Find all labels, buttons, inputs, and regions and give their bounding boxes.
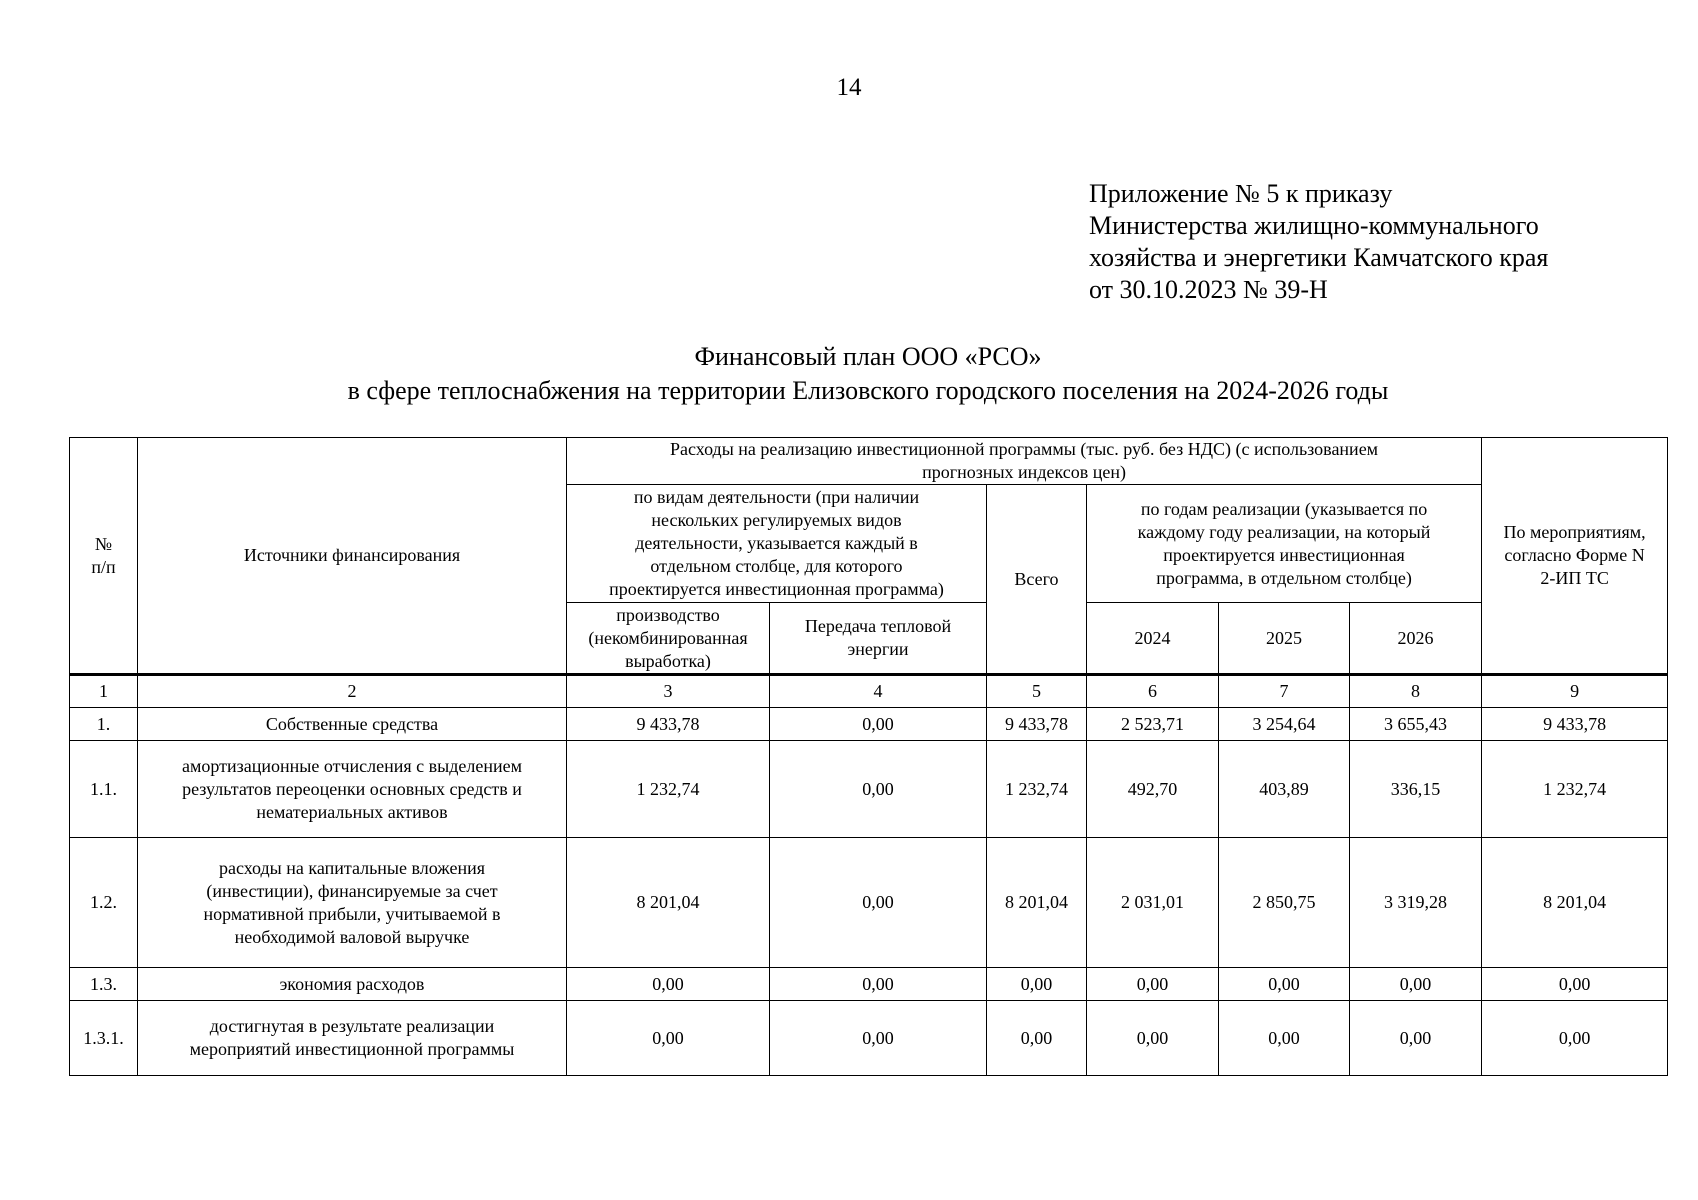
table-row — [70, 1001, 1668, 1076]
row-num: 1.3. — [70, 968, 138, 1001]
row-source: достигнутая в результате реализации мероприятий инвестиционной программы — [138, 1001, 567, 1076]
row-2024: 492,70 — [1087, 741, 1219, 838]
column-number-row — [70, 675, 1668, 708]
row-2025: 0,00 — [1219, 968, 1350, 1001]
row-production: 8 201,04 — [567, 838, 770, 968]
row-2025: 3 254,64 — [1219, 708, 1350, 741]
column-number: 1 — [70, 675, 138, 708]
header-sources: Источники финансирования — [138, 438, 567, 675]
column-number: 3 — [567, 675, 770, 708]
row-num: 1.2. — [70, 838, 138, 968]
row-production: 1 232,74 — [567, 741, 770, 838]
header-production: производство (некомбинированная выработка) — [567, 603, 770, 675]
header-num: № п/п — [70, 438, 138, 675]
row-production: 0,00 — [567, 968, 770, 1001]
column-number: 7 — [1219, 675, 1350, 708]
row-total: 8 201,04 — [987, 838, 1087, 968]
financial-plan-table — [69, 437, 1668, 1076]
appendix-line: хозяйства и энергетики Камчатского края — [1089, 243, 1549, 272]
appendix-line: Приложение № 5 к приказу — [1089, 179, 1393, 208]
row-production: 0,00 — [567, 1001, 770, 1076]
row-source: амортизационные отчисления с выделением результатов переоценки основных средств и нематериальных активов — [138, 741, 567, 838]
row-source: расходы на капитальные вложения (инвестиции), финансируемые за счет нормативной прибыли, учитываемой в необходимой валовой выручке — [138, 838, 567, 968]
table-row — [70, 741, 1668, 838]
row-2025: 2 850,75 — [1219, 838, 1350, 968]
row-2026: 0,00 — [1350, 1001, 1482, 1076]
table-row — [70, 968, 1668, 1001]
column-number: 4 — [770, 675, 987, 708]
row-total: 9 433,78 — [987, 708, 1087, 741]
row-by-measures: 9 433,78 — [1482, 708, 1668, 741]
page-number: 14 — [836, 74, 862, 101]
row-source: Собственные средства — [138, 708, 567, 741]
row-by-measures: 0,00 — [1482, 968, 1668, 1001]
header-by-measures: По мероприятиям, согласно Форме N 2-ИП ТС — [1482, 438, 1668, 675]
column-number: 8 — [1350, 675, 1482, 708]
header-by-years: по годам реализации (указывается по каждому году реализации, на который проектируется инвестиционная программа, в отдельном столбце) — [1087, 485, 1482, 603]
row-transfer: 0,00 — [770, 708, 987, 741]
title-line-1: Финансовый план ООО «РСО» — [694, 342, 1042, 371]
header-expenses: Расходы на реализацию инвестиционной программы (тыс. руб. без НДС) (с использованием прогнозных индексов цен) — [567, 438, 1482, 485]
row-2024: 2 031,01 — [1087, 838, 1219, 968]
table-row — [70, 708, 1668, 741]
row-num: 1.3.1. — [70, 1001, 138, 1076]
appendix-line: Министерства жилищно-коммунального — [1089, 211, 1539, 240]
row-production: 9 433,78 — [567, 708, 770, 741]
row-source: экономия расходов — [138, 968, 567, 1001]
header-total: Всего — [987, 485, 1087, 675]
row-total: 1 232,74 — [987, 741, 1087, 838]
row-2024: 0,00 — [1087, 1001, 1219, 1076]
row-num: 1.1. — [70, 741, 138, 838]
column-number: 5 — [987, 675, 1087, 708]
row-2026: 336,15 — [1350, 741, 1482, 838]
row-2024: 2 523,71 — [1087, 708, 1219, 741]
appendix-block — [1089, 178, 1548, 306]
row-by-measures: 8 201,04 — [1482, 838, 1668, 968]
row-num: 1. — [70, 708, 138, 741]
row-transfer: 0,00 — [770, 1001, 987, 1076]
title-line-2: в сфере теплоснабжения на территории Елизовского городского поселения на 2024-2026 годы — [347, 376, 1389, 405]
header-year-2026: 2026 — [1350, 603, 1482, 675]
row-2026: 0,00 — [1350, 968, 1482, 1001]
row-2026: 3 319,28 — [1350, 838, 1482, 968]
column-number: 2 — [138, 675, 567, 708]
row-total: 0,00 — [987, 1001, 1087, 1076]
row-2026: 3 655,43 — [1350, 708, 1482, 741]
header-transfer: Передача тепловой энергии — [770, 603, 987, 675]
header-year-2025: 2025 — [1219, 603, 1350, 675]
row-2025: 403,89 — [1219, 741, 1350, 838]
row-transfer: 0,00 — [770, 741, 987, 838]
header-by-activity: по видам деятельности (при наличии нескольких регулируемых видов деятельности, указывается каждый в отдельном столбце, для которого проектируется инвестиционная программа) — [567, 485, 987, 603]
appendix-line: от 30.10.2023 № 39-Н — [1089, 275, 1328, 304]
row-transfer: 0,00 — [770, 838, 987, 968]
table-row — [70, 838, 1668, 968]
document-title — [0, 340, 1698, 408]
row-by-measures: 1 232,74 — [1482, 741, 1668, 838]
row-by-measures: 0,00 — [1482, 1001, 1668, 1076]
column-number: 9 — [1482, 675, 1668, 708]
row-total: 0,00 — [987, 968, 1087, 1001]
row-2025: 0,00 — [1219, 1001, 1350, 1076]
header-year-2024: 2024 — [1087, 603, 1219, 675]
row-2024: 0,00 — [1087, 968, 1219, 1001]
row-transfer: 0,00 — [770, 968, 987, 1001]
column-number: 6 — [1087, 675, 1219, 708]
header-row-1 — [70, 438, 1668, 485]
